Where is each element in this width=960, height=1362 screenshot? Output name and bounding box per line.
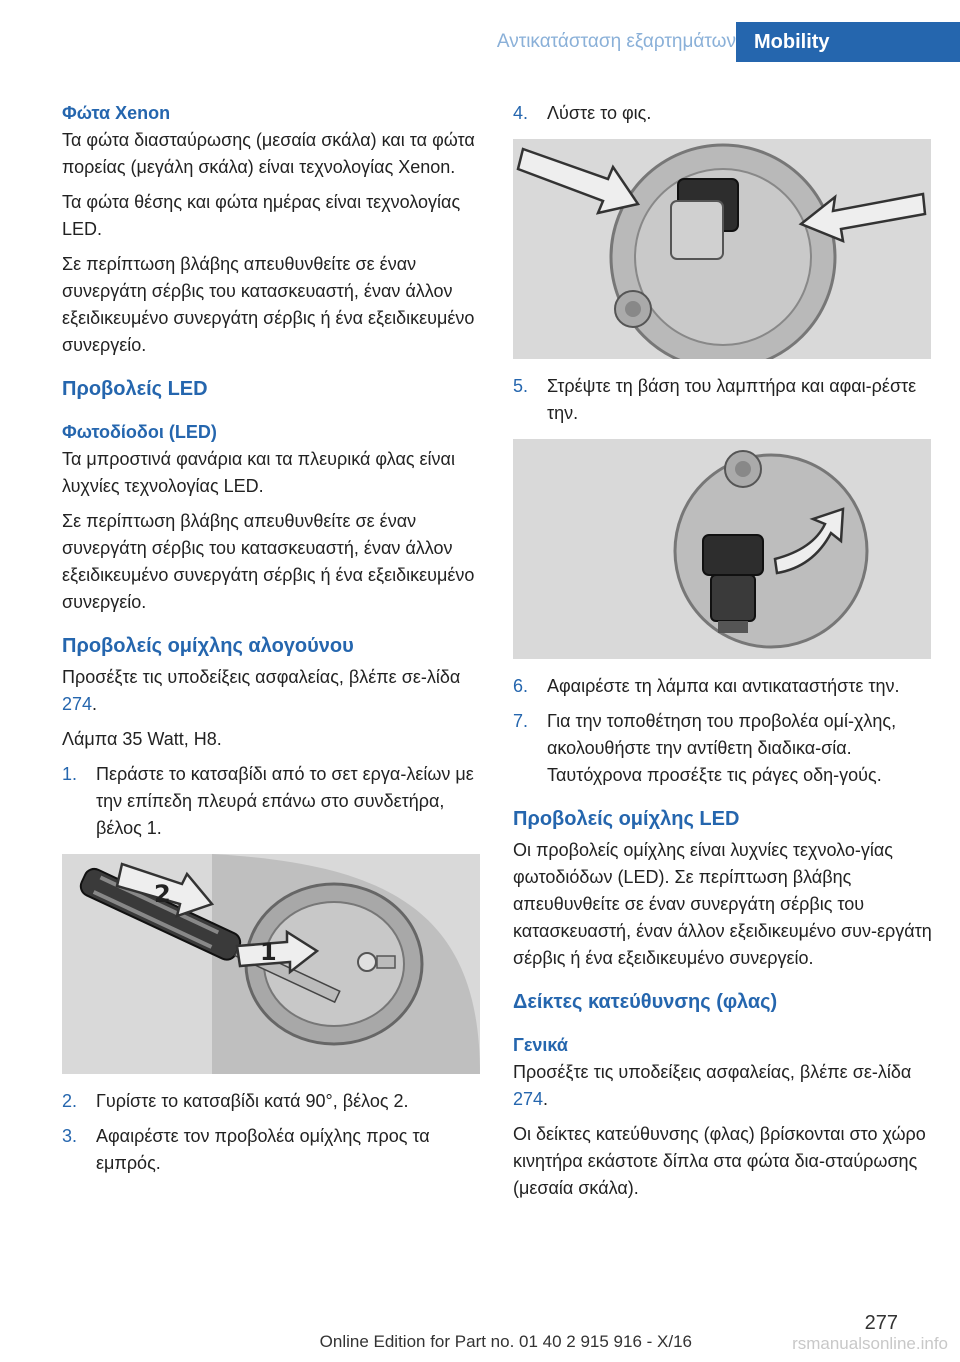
fog-safety-text: Προσέξτε τις υποδείξεις ασφαλείας, βλέπε σε‐λίδα bbox=[62, 667, 461, 687]
turn-safety-paragraph bbox=[513, 1059, 933, 1113]
xenon-paragraph-2: Τα φώτα θέσης και φώτα ημέρας είναι τεχνολογίας LED. bbox=[62, 192, 461, 239]
step-number: 3. bbox=[62, 1126, 78, 1146]
step-number: 2. bbox=[62, 1091, 78, 1111]
turn-signals-heading: Δείκτες κατεύθυνσης (φλας) bbox=[513, 991, 778, 1013]
right-column bbox=[513, 100, 933, 1210]
turn-location-paragraph: Οι δείκτες κατεύθυνσης (φλας) βρίσκονται στο χώρο κινητήρα εκάστοτε δίπλα στα φώτα δια‐σταύρωσης (μεσαία σκάλα). bbox=[513, 1124, 926, 1198]
page-header bbox=[0, 22, 960, 62]
list-item bbox=[62, 761, 482, 842]
bulb-socket-figure bbox=[513, 439, 931, 659]
steps-list-4 bbox=[513, 373, 933, 427]
step-text: Αφαιρέστε τη λάμπα και αντικαταστήστε την. bbox=[547, 676, 900, 696]
page-reference-link[interactable]: 274 bbox=[513, 1089, 544, 1109]
steps-list-1 bbox=[62, 761, 482, 842]
step-text: Περάστε το κατσαβίδι από το σετ εργα‐λείων με την επίπεδη πλευρά επάνω στο συνδετήρα, βέλος 1. bbox=[96, 764, 474, 838]
page-number: 277 bbox=[864, 1312, 898, 1334]
step-text: Για την τοποθέτηση του προβολέα ομί‐χλης, ακολουθήστε την αντίθετη διαδικα‐σία. Ταυτόχρονα προσέξτε τις ράγες οδη‐γούς. bbox=[547, 711, 897, 785]
xenon-paragraph-3: Σε περίπτωση βλάβης απευθυνθείτε σε έναν συνεργάτη σέρβις του κατασκευαστή, έναν άλλον εξειδικευμένο συνεργάτη σέρβις ή ένα εξειδικευμένο συνεργείο. bbox=[62, 254, 475, 355]
edition-text: Online Edition for Part no. 01 40 2 915 916 - X/16 bbox=[319, 1332, 692, 1351]
steps-list-3 bbox=[513, 100, 933, 127]
fog-safety-end: . bbox=[92, 694, 98, 714]
left-column bbox=[62, 100, 482, 1185]
step-number: 5. bbox=[513, 376, 529, 396]
diodes-heading: Φωτοδίοδοι (LED) bbox=[62, 422, 217, 442]
step-text: Στρέψτε τη βάση του λαμπτήρα και αφαι‐ρέστε την. bbox=[547, 376, 917, 423]
list-item bbox=[62, 1088, 482, 1115]
step-number: 7. bbox=[513, 711, 529, 731]
arrow-1-label: 1 bbox=[260, 938, 277, 966]
page-reference-link[interactable]: 274 bbox=[62, 694, 93, 714]
step-number: 6. bbox=[513, 676, 529, 696]
watermark: rsmanualsonline.info bbox=[792, 1334, 948, 1353]
list-item bbox=[513, 373, 933, 427]
fog-led-heading: Προβολείς ομίχλης LED bbox=[513, 808, 740, 830]
xenon-paragraph-1: Τα φώτα διασταύρωσης (μεσαία σκάλα) και τα φώτα πορείας (μεγάλη σκάλα) είναι τεχνολογίας Xenon. bbox=[62, 130, 475, 177]
list-item bbox=[62, 1123, 482, 1177]
xenon-heading: Φώτα Xenon bbox=[62, 103, 171, 123]
screwdriver-figure bbox=[62, 854, 480, 1074]
step-text: Γυρίστε το κατσαβίδι κατά 90°, βέλος 2. bbox=[96, 1091, 409, 1111]
arrow-2-label: 2 bbox=[154, 880, 171, 908]
section-title: Αντικατάσταση εξαρτημάτων bbox=[496, 31, 736, 52]
turn-safety-text: Προσέξτε τις υποδείξεις ασφαλείας, βλέπε σε‐λίδα bbox=[513, 1062, 912, 1082]
list-item bbox=[513, 673, 933, 700]
chapter-tab[interactable]: Mobility bbox=[736, 22, 960, 62]
turn-safety-end: . bbox=[543, 1089, 549, 1109]
list-item bbox=[513, 100, 933, 127]
general-heading: Γενικά bbox=[513, 1035, 568, 1055]
fog-halogen-heading: Προβολείς ομίχλης αλογούνου bbox=[62, 635, 354, 657]
plug-figure bbox=[513, 139, 931, 359]
step-number: 4. bbox=[513, 103, 529, 123]
steps-list-5 bbox=[513, 673, 933, 789]
fog-led-paragraph: Οι προβολείς ομίχλης είναι λυχνίες τεχνολο‐γίας φωτοδιόδων (LED). Σε περίπτωση βλάβης απευθυνθείτε σε έναν συνεργάτη σέρβις του κατασκευαστή, έναν άλλον εξειδικευμένο συν‐εργάτη σέρβις ή ένα εξειδικευμένο συνεργείο. bbox=[513, 840, 932, 968]
diodes-paragraph-2: Σε περίπτωση βλάβης απευθυνθείτε σε έναν συνεργάτη σέρβις του κατασκευαστή, έναν άλλον εξειδικευμένο συνεργάτη σέρβις ή ένα εξειδικευμένο συνεργείο. bbox=[62, 511, 475, 612]
steps-list-2 bbox=[62, 1088, 482, 1177]
diodes-paragraph-1: Τα μπροστινά φανάρια και τα πλευρικά φλας είναι λυχνίες τεχνολογίας LED. bbox=[62, 449, 455, 496]
list-item bbox=[513, 708, 933, 789]
step-number: 1. bbox=[62, 764, 78, 784]
fog-bulb-paragraph: Λάμπα 35 Watt, H8. bbox=[62, 729, 222, 749]
step-text: Λύστε το φις. bbox=[547, 103, 652, 123]
fog-safety-paragraph bbox=[62, 664, 482, 718]
step-text: Αφαιρέστε τον προβολέα ομίχλης προς τα εμπρός. bbox=[96, 1126, 430, 1173]
led-headlights-heading: Προβολείς LED bbox=[62, 378, 208, 400]
